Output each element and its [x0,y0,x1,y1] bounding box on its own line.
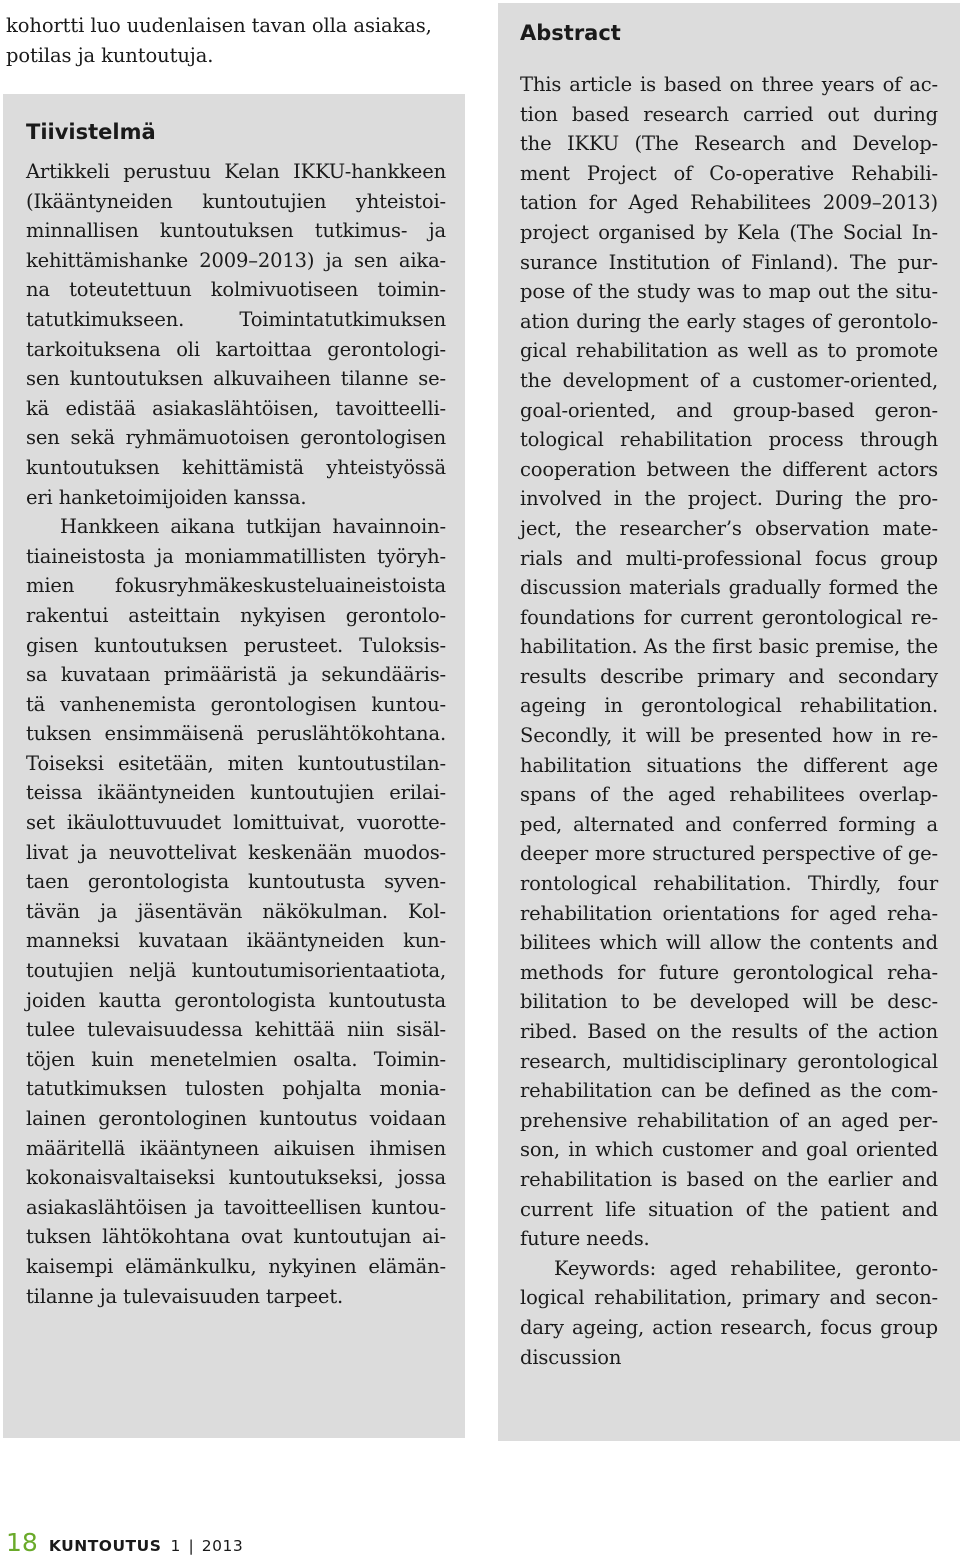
abstract-line: deeper more structured perspective of ge- [520,842,938,866]
abstract-line: son, in which customer and goal oriented [520,1138,938,1162]
tiivistelma-line: rakentui asteittain nykyisen gerontolo- [26,603,446,627]
abstract-line: project organised by Kela (The Social In- [520,220,938,244]
abstract-line: tion based research carried out during [520,102,938,126]
tiivistelma-line: tatutkimukseen. Toimintatutkimuksen [26,307,446,331]
abstract-line: discussion materials gradually formed the [520,576,938,600]
abstract-line: Secondly, it will be presented how in re- [520,724,938,748]
abstract-line: rials and multi-professional focus group [520,546,938,570]
tiivistelma-line: tilanne ja tulevaisuuden tarpeet. [26,1284,344,1308]
abstract-line: prehensive rehabilitation of an aged per- [520,1108,938,1132]
abstract-line: cooperation between the different actors [520,457,938,481]
abstract-line: This article is based on three years of ac- [520,73,938,96]
tiivistelma-line: joiden kautta gerontologista kuntoutusta [26,988,446,1012]
abstract-line: habilitation. As the first basic premise, the [520,635,938,659]
abstract-line: dary ageing, action research, focus group [520,1315,938,1339]
tiivistelma-body [26,157,446,1311]
tiivistelma-line: kokonaisvaltaiseksi kuntoutukseksi, jossa [26,1166,446,1190]
tiivistelma-line: Artikkeli perustuu Kelan IKKU-hankkeen [26,160,446,183]
tiivistelma-line: sa kuvataan primääristä ja sekundääris- [26,663,446,687]
abstract-heading: Abstract [520,21,621,45]
page-footer [6,1528,243,1560]
tiivistelma-line: kehittämishanke 2009–2013) ja sen aika- [26,248,446,272]
tiivistelma-line: tuksen ensimmäisenä peruslähtökohtana. [26,722,446,746]
tiivistelma-line: kä edistää asiakaslähtöisen, tavoitteelli- [26,396,446,420]
tiivistelma-line: (Ikääntyneiden kuntoutujien yhteistoi- [26,189,446,213]
abstract-line: goal-oriented, and group-based geron- [520,398,938,422]
abstract-line: spans of the aged rehabilitees overlap- [520,783,938,807]
abstract-line: ribed. Based on the results of the action [520,1020,938,1043]
abstract-line: rehabilitation is based on the earlier and [520,1167,938,1191]
journal-year: 2013 [201,1537,244,1555]
abstract-line: bilitees which will allow the contents and [520,931,938,955]
abstract-line: current life situation of the patient and [520,1197,938,1221]
tiivistelma-heading: Tiivistelmä [26,120,156,144]
abstract-line: ped, alternated and conferred forming a [520,812,938,836]
abstract-line: research, multidisciplinary gerontological [520,1049,938,1073]
abstract-line: discussion [520,1345,622,1369]
abstract-body [520,70,938,1372]
abstract-line: results describe primary and secondary [520,664,938,688]
tiivistelma-line: määritellä ikääntyneen aikuisen ihmisen [26,1136,446,1160]
tiivistelma-line: tarkoituksena oli kartoittaa gerontologi- [26,337,446,361]
abstract-line: habilitation situations the different age [520,753,938,777]
tiivistelma-line: tävän ja jäsentävän näkökulman. Kol- [26,899,446,923]
tiivistelma-line: toutujien neljä kuntoutumisorientaatiota, [26,959,446,983]
tiivistelma-line: tiaineistosta ja moniammatillisten työryh- [26,544,446,568]
tiivistelma-line: Toiseksi esitetään, miten kuntoutustilan- [26,751,446,775]
abstract-line: gical rehabilitation as well as to promote [520,339,938,363]
tiivistelma-line: Hankkeen aikana tutkijan havainnoin- [60,515,446,539]
abstract-line: ageing in gerontological rehabilitation. [520,694,938,718]
abstract-line: the development of a customer-oriented, [520,368,938,392]
tiivistelma-line: töjen kuin menetelmien osalta. Toimin- [26,1047,446,1071]
intro-line-2: potilas ja kuntoutuja. [6,44,214,67]
tiivistelma-line: set ikäulottuvuudet lomittuivat, vuorotte- [26,811,446,835]
intro-line-1: kohortti luo uudenlaisen tavan olla asiakas, [6,14,432,37]
abstract-line: pose of the study was to map out the situ- [520,280,938,304]
tiivistelma-line: sen sekä ryhmämuotoisen gerontologisen [26,426,446,450]
tiivistelma-line: minnallisen kuntoutuksen tutkimus- ja [26,219,446,243]
abstract-line: logical rehabilitation, primary and secon- [520,1286,938,1310]
abstract-line: future needs. [520,1227,650,1251]
tiivistelma-line: tä vanhenemista gerontologisen kuntou- [26,692,446,716]
abstract-line: tological rehabilitation process through [520,428,938,452]
abstract-line: rehabilitation orientations for aged reha- [520,901,938,925]
abstract-line: surance Institution of Finland). The pur- [520,250,938,274]
tiivistelma-line: lainen gerontologinen kuntoutus voidaan [26,1107,446,1130]
abstract-line: ment Project of Co-operative Rehabili- [520,161,938,185]
tiivistelma-line: eri hanketoimijoiden kanssa. [26,485,307,509]
journal-issue: 1 [170,1537,181,1555]
tiivistelma-line: mien fokusryhmäkeskusteluaineistoista [26,574,446,598]
journal-name: KUNTOUTUS [48,1537,162,1555]
abstract-line: involved in the project. During the pro- [520,487,938,511]
abstract-line: rehabilitation can be defined as the com- [520,1079,938,1103]
abstract-line: ation during the early stages of gerontolo- [520,309,938,333]
tiivistelma-line: taen gerontologista kuntoutusta syven- [26,870,446,894]
abstract-line: Keywords: aged rehabilitee, geronto- [554,1256,938,1280]
tiivistelma-line: livat ja neuvottelivat keskenään muodos- [26,840,446,864]
abstract-line: the IKKU (The Research and Develop- [520,132,938,156]
abstract-line: methods for future gerontological reha- [520,960,938,984]
abstract-line: bilitation to be developed will be desc- [520,990,938,1014]
tiivistelma-line: gisen kuntoutuksen perusteet. Tuloksis- [26,633,446,657]
tiivistelma-line: tuksen lähtökohtana ovat kuntoutujan ai- [26,1225,446,1249]
abstract-line: foundations for current gerontological re- [520,605,938,629]
tiivistelma-line: tatutkimuksen tulosten pohjalta monia- [26,1077,446,1101]
abstract-line: ject, the researcher’s observation mate- [520,516,938,540]
tiivistelma-line: tulee tulevaisuudessa kehittää niin sisäl- [26,1018,446,1042]
abstract-line: tation for Aged Rehabilitees 2009–2013) [520,191,938,215]
abstract-line: rontological rehabilitation. Thirdly, four [520,872,938,896]
tiivistelma-line: asiakaslähtöisen ja tavoitteellisen kuntou- [26,1195,446,1219]
tiivistelma-line: teissa ikääntyneiden kuntoutujien erilai- [26,781,446,805]
tiivistelma-line: kaisempi elämänkulku, nykyinen elämän- [26,1254,446,1278]
tiivistelma-line: kuntoutuksen kehittämistä yhteistyössä [26,455,446,479]
tiivistelma-line: sen kuntoutuksen alkuvaiheen tilanne se- [26,367,446,391]
tiivistelma-line: na toteutettuun kolmivuotiseen toimin- [26,278,446,302]
tiivistelma-line: manneksi kuvataan ikääntyneiden kun- [26,929,446,953]
page-number: 18 [6,1528,38,1557]
footer-separator: | [188,1537,194,1555]
